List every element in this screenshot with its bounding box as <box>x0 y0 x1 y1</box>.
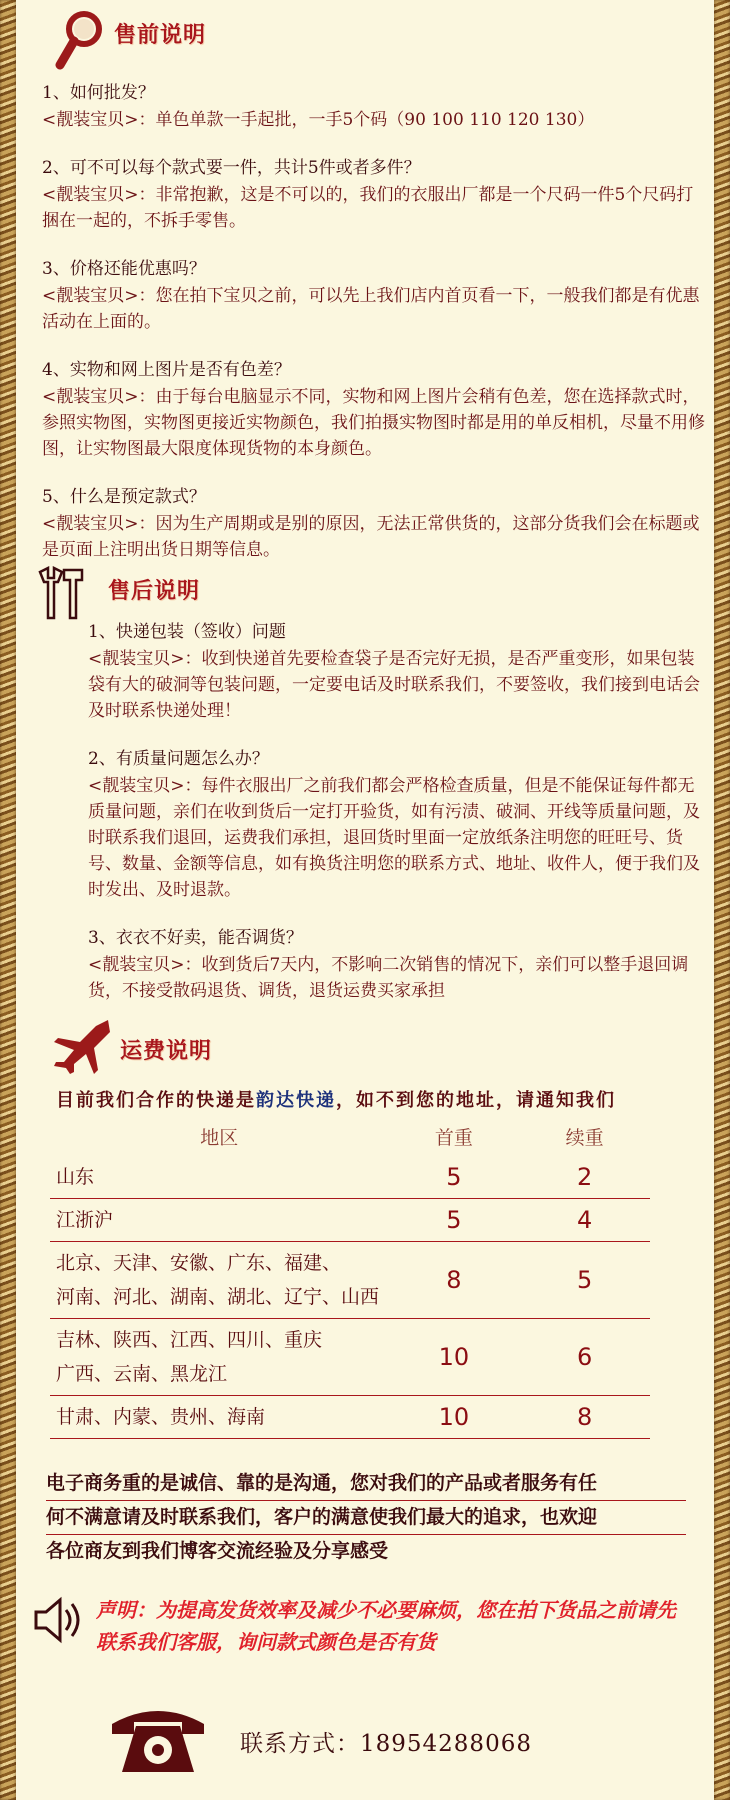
presale-header <box>52 14 708 70</box>
telephone-icon <box>106 1702 210 1780</box>
presale-item <box>42 484 708 563</box>
shipping-first-weight: 8 <box>388 1242 519 1319</box>
shipping-extra-weight: 5 <box>519 1242 650 1319</box>
shipping-note <box>56 1086 708 1112</box>
shipping-header <box>52 1018 708 1080</box>
presale-title: 售前说明 <box>114 22 207 48</box>
presale-question: 3、价格还能优惠吗？ <box>42 259 206 279</box>
right-rope-border <box>714 0 730 1800</box>
contact-block <box>106 1702 708 1780</box>
presale-question: 5、什么是预定款式？ <box>42 487 206 507</box>
left-rope-border <box>0 0 16 1800</box>
page-content <box>22 0 708 1800</box>
closing-line: 电子商务重的是诚信、靠的是沟通，您对我们的产品或者服务有任 <box>46 1467 686 1501</box>
aftersale-title: 售后说明 <box>108 578 201 604</box>
aftersale-question: 3、衣衣不好卖，能否调货？ <box>88 928 303 948</box>
shipping-title: 运费说明 <box>120 1038 213 1064</box>
notice-block <box>32 1594 708 1658</box>
shipping-extra-weight: 4 <box>519 1199 650 1242</box>
shipping-region <box>50 1319 388 1396</box>
presale-answer: <靓装宝贝>：单色单款一手起批，一手5个码（90 100 110 120 130） <box>42 110 595 130</box>
region-line: 甘肃、内蒙、贵州、海南 <box>56 1406 266 1428</box>
aftersale-answer: <靓装宝贝>：收到货后7天内，不影响二次销售的情况下，亲们可以整手退回调货，不接受散码退货、调货，退货运费买家承担 <box>88 955 689 1001</box>
shipping-note-post: ，如不到您的地址，请通知我们 <box>336 1090 616 1111</box>
shipping-region <box>50 1199 388 1242</box>
aftersale-item <box>88 619 708 724</box>
shipping-table-body <box>50 1156 650 1439</box>
presale-item <box>42 80 708 133</box>
aftersale-header <box>36 573 708 619</box>
closing-line: 何不满意请及时联系我们，客户的满意使我们最大的追求，也欢迎 <box>46 1501 686 1535</box>
notice-text: 声明：为提高发货效率及减少不必要麻烦，您在拍下货品之前请先联系我们客服，询问款式颜色是否有货 <box>96 1598 676 1654</box>
shipping-region <box>50 1156 388 1199</box>
aftersale-item <box>88 746 708 903</box>
region-line: 吉林、陕西、江西、四川、重庆 <box>56 1329 323 1351</box>
aftersale-answer: <靓装宝贝>：每件衣服出厂之前我们都会严格检查质量，但是不能保证每件都无质量问题，亲们在收到货后一定打开验货，如有污渍、破洞、开线等质量问题，及时联系我们退回，运费我们承担，退回货时里面一定放纸条注明您的旺旺号、货号、数量、金额等信息，如有换货注明您的联系方式、地址、收件人，便于我们及时发出、及时退款。 <box>88 776 700 900</box>
shipping-region <box>50 1396 388 1439</box>
presale-section <box>22 0 708 563</box>
shipping-extra-weight: 8 <box>519 1396 650 1439</box>
shipping-extra-weight: 6 <box>519 1319 650 1396</box>
shipping-extra-weight: 2 <box>519 1156 650 1199</box>
shipping-first-weight: 10 <box>388 1319 519 1396</box>
presale-item <box>42 155 708 234</box>
shipping-note-brand: 韵达快递 <box>256 1090 336 1111</box>
closing-message <box>46 1467 686 1568</box>
contact-text <box>240 1725 532 1758</box>
shipping-section <box>22 1018 708 1439</box>
shipping-first-weight: 5 <box>388 1199 519 1242</box>
presale-item <box>42 357 708 462</box>
region-line: 河南、河北、湖南、湖北、辽宁、山西 <box>56 1286 380 1308</box>
header-extra: 续重 <box>565 1126 604 1149</box>
tools-icon <box>36 566 86 626</box>
presale-question: 2、可不可以每个款式要一件，共计5件或者多件？ <box>42 158 421 178</box>
closing-line: 各位商友到我们博客交流经验及分享感受 <box>46 1540 389 1562</box>
presale-answer: <靓装宝贝>：因为生产周期或是别的原因，无法正常供货的，这部分货我们会在标题或是页面上注明出货日期等信息。 <box>42 514 700 560</box>
region-line: 北京、天津、安徽、广东、福建、 <box>56 1252 342 1274</box>
shipping-row <box>50 1242 650 1319</box>
presale-item <box>42 256 708 335</box>
presale-qa-list <box>22 80 708 563</box>
aftersale-question: 2、有质量问题怎么办？ <box>88 749 269 769</box>
shipping-table-header <box>50 1116 650 1156</box>
presale-answer: <靓装宝贝>：非常抱歉，这是不可以的，我们的衣服出厂都是一个尺码一件5个尺码打捆在一起的，不拆手零售。 <box>42 185 694 231</box>
shipping-first-weight: 10 <box>388 1396 519 1439</box>
aftersale-question: 1、快递包装（签收）问题 <box>88 622 286 642</box>
shipping-row <box>50 1156 650 1199</box>
shipping-first-weight: 5 <box>388 1156 519 1199</box>
presale-question: 4、实物和网上图片是否有色差？ <box>42 360 291 380</box>
shipping-table <box>50 1116 650 1439</box>
header-region: 地区 <box>200 1126 239 1149</box>
region-line: 山东 <box>56 1166 95 1188</box>
aftersale-item <box>88 925 708 1004</box>
contact-phone[interactable]: 18954288068 <box>360 1730 532 1757</box>
shipping-region <box>50 1242 388 1319</box>
region-line: 江浙沪 <box>56 1209 114 1231</box>
speaker-icon <box>32 1594 84 1658</box>
presale-answer: <靓装宝贝>：由于每台电脑显示不同，实物和网上图片会稍有色差，您在选择款式时，参照实物图，实物图更接近实物颜色，我们拍摄实物图时都是用的单反相机，尽量不用修图，让实物图最大限度体现货物的本身颜色。 <box>42 387 705 459</box>
presale-answer: <靓装宝贝>：您在拍下宝贝之前，可以先上我们店内首页看一下，一般我们都是有优惠活动在上面的。 <box>42 286 700 332</box>
magnifier-icon <box>52 9 108 75</box>
region-line: 广西、云南、黑龙江 <box>56 1363 228 1385</box>
shipping-row <box>50 1199 650 1242</box>
header-first: 首重 <box>434 1126 473 1149</box>
airplane-icon <box>52 1018 112 1080</box>
aftersale-section <box>22 573 708 1004</box>
aftersale-qa-list <box>22 619 708 1004</box>
shipping-row <box>50 1396 650 1439</box>
aftersale-answer: <靓装宝贝>：收到快递首先要检查袋子是否完好无损，是否严重变形，如果包装袋有大的破洞等包装问题，一定要电话及时联系我们，不要签收，我们接到电话会及时联系快递处理！ <box>88 649 700 721</box>
presale-question: 1、如何批发？ <box>42 83 155 103</box>
contact-label: 联系方式： <box>240 1730 360 1757</box>
shipping-row <box>50 1319 650 1396</box>
shipping-note-pre: 目前我们合作的快递是 <box>56 1090 256 1111</box>
